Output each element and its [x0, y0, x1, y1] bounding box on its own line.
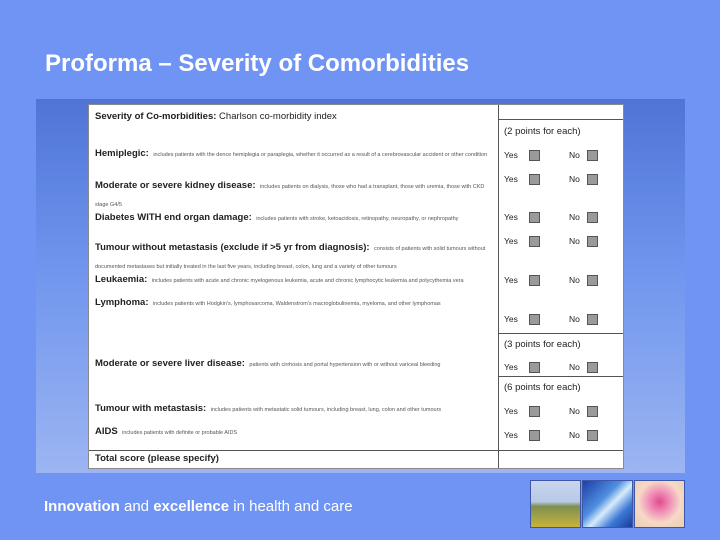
condition-title: Diabetes WITH end organ damage:: [95, 212, 252, 223]
answer-tumour-metastasis: [499, 406, 623, 418]
condition-title: Tumour without metastasis (exclude if >5 yr from diagnosis):: [95, 242, 370, 253]
form-header-subtitle: Charlson co-morbidity index: [216, 111, 337, 122]
answer-tumour-no-metastasis: [499, 236, 623, 248]
condition-title: Tumour with metastasis:: [95, 403, 207, 414]
condition-leukaemia: [95, 269, 493, 287]
yes-checkbox[interactable]: [529, 275, 540, 286]
condition-description: patients with cirrhosis and portal hypertension with or without variceal bleeding: [249, 362, 441, 368]
no-label: No: [569, 174, 580, 184]
no-label: No: [569, 430, 580, 440]
yes-checkbox[interactable]: [529, 314, 540, 325]
no-label: No: [569, 212, 580, 222]
condition-aids: [95, 421, 493, 439]
points-label: (3 points for each): [504, 339, 581, 350]
condition-liver: [95, 353, 493, 371]
tagline-word: excellence: [153, 498, 230, 515]
tagline-word: in health and care: [229, 498, 353, 515]
no-checkbox[interactable]: [587, 314, 598, 325]
yes-label: Yes: [504, 236, 518, 246]
condition-description: includes patients with stroke, ketoacidosis, retinopathy, neuropathy, or nephropathy: [256, 216, 459, 222]
yes-label: Yes: [504, 314, 518, 324]
points-label: (2 points for each): [504, 126, 581, 137]
condition-column: [89, 105, 498, 468]
condition-diabetes: [95, 207, 493, 225]
yes-checkbox[interactable]: [529, 406, 540, 417]
condition-description: includes patients with the dence hemiplegia or paraplegia, whether it occurred as a result of a cerebrovascular accident or other condition: [153, 152, 488, 158]
slide-title: Proforma – Severity of Comorbidities: [45, 50, 470, 77]
no-checkbox[interactable]: [587, 212, 598, 223]
yes-checkbox[interactable]: [529, 430, 540, 441]
no-checkbox[interactable]: [587, 174, 598, 185]
condition-title: Hemiplegic:: [95, 148, 149, 159]
condition-description: includes patients on dialysis, those who had a transplant, those with uremia, those with CKD stage G4/5: [95, 184, 485, 209]
no-checkbox[interactable]: [587, 406, 598, 417]
condition-description: includes patients with definite or probable AIDS: [122, 430, 238, 436]
landscape-thumbnail-image: [530, 480, 581, 528]
condition-tumour-metastasis: [95, 398, 493, 416]
yes-checkbox[interactable]: [529, 212, 540, 223]
condition-description: includes patients with Hodgkin's, lymphosarcoma, Waldenstrom's macroglobulinemia, myeloma, and other lymphomas: [152, 301, 441, 307]
comorbidity-form: [88, 104, 624, 469]
yes-checkbox[interactable]: [529, 174, 540, 185]
no-checkbox[interactable]: [587, 236, 598, 247]
yes-label: Yes: [504, 212, 518, 222]
answer-leukaemia: [499, 275, 623, 287]
yes-label: Yes: [504, 362, 518, 372]
condition-title: Moderate or severe liver disease:: [95, 358, 245, 369]
answer-aids: [499, 430, 623, 442]
rose-thumbnail-image: [634, 480, 685, 528]
no-checkbox[interactable]: [587, 362, 598, 373]
no-label: No: [569, 150, 580, 160]
condition-description: includes patients with acute and chronic myelogenous leukemia, acute and chronic lymphocytic leukemia and polycythemia vera: [151, 278, 464, 284]
points-label: (6 points for each): [504, 382, 581, 393]
no-checkbox[interactable]: [587, 150, 598, 161]
condition-description: includes patients with metastatic solid tumours, including breast, lung, colon and other tumours: [210, 407, 442, 413]
no-label: No: [569, 236, 580, 246]
no-checkbox[interactable]: [587, 430, 598, 441]
tagline-word: Innovation: [44, 498, 120, 515]
yes-label: Yes: [504, 150, 518, 160]
vials-thumbnail-image: [582, 480, 633, 528]
answer-liver: [499, 362, 623, 374]
yes-checkbox[interactable]: [529, 150, 540, 161]
no-label: No: [569, 362, 580, 372]
condition-title: AIDS: [95, 426, 118, 437]
form-header: [95, 111, 337, 122]
yes-label: Yes: [504, 430, 518, 440]
condition-hemiplegic: [95, 143, 493, 161]
yes-label: Yes: [504, 406, 518, 416]
condition-lymphoma: [95, 292, 493, 310]
answer-kidney: [499, 174, 623, 186]
condition-title: Lymphoma:: [95, 297, 149, 308]
footer-tagline: [44, 498, 353, 515]
answer-lymphoma: [499, 314, 623, 326]
yes-label: Yes: [504, 275, 518, 285]
yes-label: Yes: [504, 174, 518, 184]
condition-description: consists of patients with solid tumours without documented metastases but initially treated in the last five years, including breast, colon, lung and a variety of other tumours: [95, 246, 486, 271]
total-score-label: Total score (please specify): [95, 453, 219, 464]
answer-hemiplegic: [499, 150, 623, 162]
no-label: No: [569, 314, 580, 324]
form-header-title: Severity of Co-morbidities:: [95, 111, 217, 122]
answer-diabetes: [499, 212, 623, 224]
condition-title: Leukaemia:: [95, 274, 148, 285]
yes-checkbox[interactable]: [529, 236, 540, 247]
yes-checkbox[interactable]: [529, 362, 540, 373]
no-label: No: [569, 275, 580, 285]
no-checkbox[interactable]: [587, 275, 598, 286]
tagline-word: and: [119, 498, 154, 515]
condition-title: Moderate or severe kidney disease:: [95, 180, 256, 191]
response-column: [498, 105, 623, 468]
no-label: No: [569, 406, 580, 416]
